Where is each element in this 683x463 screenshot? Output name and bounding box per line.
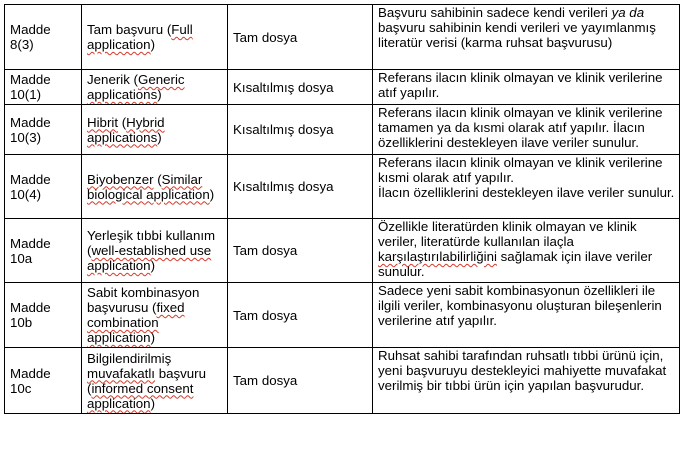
application-type-text: Bilgilendirilmiş [87,350,172,366]
dossier-type: Kısaltılmış dosya [233,79,334,95]
application-type-text: ) [150,37,156,52]
article-number-line: 10(1) [10,87,42,102]
article-cell [5,155,82,219]
description-text: Başvuru sahibinin sadece kendi verileri [378,5,612,20]
application-type-text: ) [150,330,156,345]
description-cell [373,105,680,155]
application-type-cell [82,105,228,155]
application-type-term: fixed combination application [87,300,185,345]
article-number-line: Madde [10,114,51,130]
dossier-type: Tam dosya [233,373,298,388]
description-text: İlacın özelliklerini destekleyen ilave veriler sunulur. [378,185,675,200]
application-type-term: Biyobenzer [87,171,154,187]
table-row [5,5,680,70]
dossier-cell [228,155,373,219]
article-number-line: 8(3) [10,37,34,52]
application-type-cell [82,219,228,283]
description-cell [373,155,680,219]
article-cell [5,70,82,105]
description-text: Referans ilacın klinik olmayan ve klinik verilerine atıf yapılır. [378,70,663,100]
dossier-type: Kısaltılmış dosya [233,122,334,137]
application-type-text: ) [157,87,162,102]
application-type-term: Similar biological application [87,171,210,202]
article-cell [5,5,82,70]
application-types-table [4,4,680,414]
application-type-term: Generic applications [87,72,185,102]
description-text: Referans ilacın klinik olmayan ve klinik verilerine tamamen ya da kısmi olarak atıf yapılır. İlacın özelliklerini destekleyen ilave veriler sunulur. [378,105,663,150]
article-number-line: Madde [10,22,51,37]
article-number-line: Madde [10,72,51,87]
application-type-term: Full application [87,22,193,52]
article-cell [5,283,82,348]
description-cell [373,5,680,70]
dossier-type: Tam dosya [233,243,298,258]
application-type-text: ) [150,258,156,273]
dossier-cell [228,283,373,348]
application-type-text: ) [157,129,162,145]
table-row [5,219,680,283]
article-cell [5,348,82,414]
application-type-text: Jenerik ( [87,72,138,87]
application-type-text: ( [153,171,162,187]
article-number-line: Madde [10,300,51,315]
article-number-line: 10(3) [10,129,42,145]
application-type-cell [82,5,228,70]
dossier-cell [228,219,373,283]
application-type-term: well-established use application [87,243,212,273]
dossier-cell [228,348,373,414]
article-number-line: 10c [10,380,32,396]
dossier-type: Kısaltılmış dosya [233,179,334,194]
description-text: Referans ilacın klinik olmayan ve klinik verilerine kısmi olarak atıf yapılır. [378,155,663,185]
application-type-text: Yerleşik tıbbi kullanım ( [87,228,216,258]
article-number-line: 10(4) [10,186,42,202]
application-type-cell [82,70,228,105]
application-type-cell [82,348,228,414]
article-number-line: Madde [10,235,51,251]
description-cell [373,70,680,105]
table-row [5,155,680,219]
application-type-term: Hybrid applications [87,114,165,145]
table-row [5,348,680,414]
description-text: başvuru sahibinin kendi verileri ve yayımlanmış literatür verisi (karma ruhsat başvurusu) [378,20,656,50]
application-type-cell [82,155,228,219]
description-cell [373,219,680,283]
description-text: Özellikle literatürden klinik olmayan ve klinik veriler, literatürde kullanılan ilaçla [378,219,637,249]
application-type-text: ) [209,186,215,202]
application-type-term: Hibrit [87,114,119,130]
description-cell [373,348,680,414]
application-type-text: ) [150,395,156,411]
application-type-text: başvuru ( [87,365,206,396]
description-text: karşılaştırılabilirliğini [378,249,497,264]
description-text: Ruhsat sahibi tarafından ruhsatlı tıbbi ürünü için, yeni başvuruyu destekleyici mahiyette muvafakat verilmiş bir tıbbi ürün için yapılan başvurudur. [378,348,667,393]
application-type-text: Sabit kombinasyon başvurusu ( [87,285,200,315]
application-type-text: ( [118,114,127,130]
article-cell [5,105,82,155]
description-text: sağlamak için ilave veriler sunulur. [378,249,653,279]
description-text: ya da [611,5,645,20]
application-types-table-container [4,4,679,414]
table-body [5,5,680,414]
article-number-line: 10a [10,250,33,266]
dossier-type: Tam dosya [233,29,298,45]
table-row [5,283,680,348]
application-type-term: muvafakatlı [87,365,155,381]
dossier-cell [228,105,373,155]
article-number-line: Madde [10,171,51,187]
table-row [5,105,680,155]
dossier-cell [228,5,373,70]
article-cell [5,219,82,283]
dossier-cell [228,70,373,105]
description-cell [373,283,680,348]
application-type-term: informed consent application [87,380,194,411]
article-number-line: 10b [10,315,33,330]
application-type-cell [82,283,228,348]
article-number-line: Madde [10,365,51,381]
description-text: Sadece yeni sabit kombinasyonun özellikleri ile ilgili veriler, kombinasyonu oluşturan bileşenlerin verilerine atıf yapılır. [378,283,662,328]
dossier-type: Tam dosya [233,307,298,323]
application-type-text: Tam başvuru ( [87,22,172,37]
table-row [5,70,680,105]
